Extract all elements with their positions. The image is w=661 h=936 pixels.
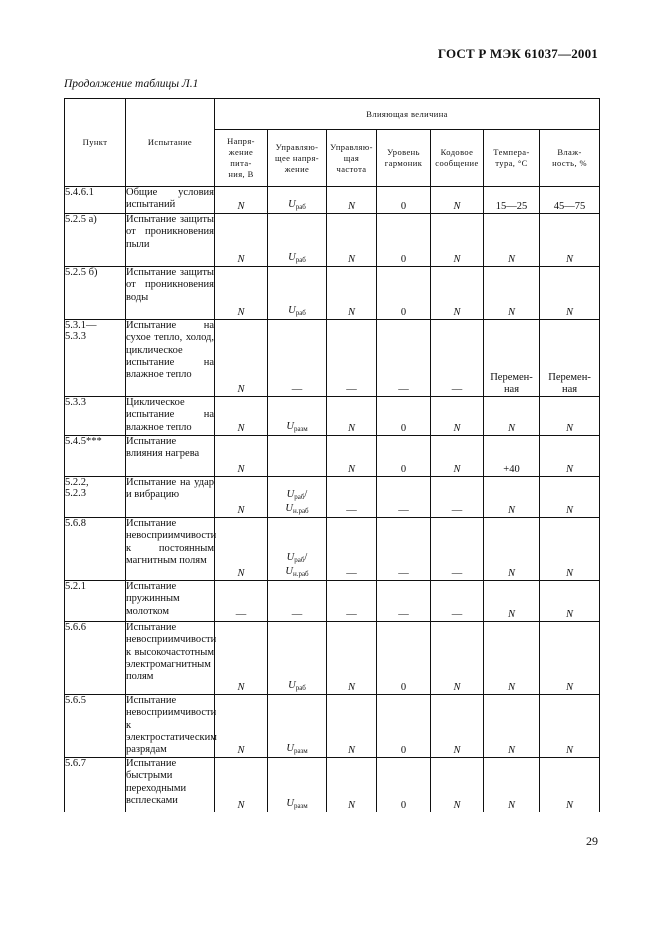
cell-value: N (327, 267, 377, 320)
cell-item-number: 5.6.7 (65, 758, 126, 812)
cell-value: N (540, 267, 600, 320)
cell-value: — (431, 518, 484, 581)
cell-test-name: Испытание пружинным молотком (126, 581, 215, 622)
cell-test-name: Испытание защиты от проникновения воды (126, 267, 215, 320)
cell-value: N (327, 758, 377, 812)
cell-item-number: 5.6.8 (65, 518, 126, 581)
cell-value: N (431, 214, 484, 267)
cell-value: 0 (377, 267, 431, 320)
cell-value: — (431, 477, 484, 518)
cell-value: N (540, 518, 600, 581)
cell-value: N (215, 320, 268, 397)
table-row (65, 622, 600, 695)
table-row (65, 397, 600, 436)
cell-value: N (327, 187, 377, 214)
table-row (65, 267, 600, 320)
cell-value: N (327, 622, 377, 695)
cell-value: — (268, 320, 327, 397)
cell-value: N (431, 397, 484, 436)
cell-value: N (215, 477, 268, 518)
cell-value: N (484, 477, 540, 518)
cell-value: N (215, 758, 268, 812)
cell-value: N (327, 695, 377, 758)
table-row (65, 187, 600, 214)
cell-test-name: Общие условия испытаний (126, 187, 215, 214)
cell-value: N (215, 518, 268, 581)
cell-value: — (377, 581, 431, 622)
cell-value: — (431, 320, 484, 397)
cell-value: N (540, 214, 600, 267)
cell-value: — (377, 518, 431, 581)
cell-value: N (540, 622, 600, 695)
table-row (65, 581, 600, 622)
cell-value: 15—25 (484, 187, 540, 214)
cell-value: N (540, 436, 600, 477)
cell-item-number: 5.4.6.1 (65, 187, 126, 214)
cell-value: N (327, 436, 377, 477)
cell-value: N (540, 397, 600, 436)
cell-value: N (215, 622, 268, 695)
cell-value: — (377, 477, 431, 518)
cell-value: N (327, 214, 377, 267)
cell-test-name: Испытание на сухое тепло, холод, циклическое испытание на влажное тепло (126, 320, 215, 397)
col-header-test: Испытание (126, 99, 215, 187)
cell-value: — (327, 320, 377, 397)
group-header-influence: Влияющая величина (215, 99, 600, 130)
cell-test-name: Испытание влияния нагрева (126, 436, 215, 477)
influence-quantities-table (64, 98, 600, 812)
table-row (65, 214, 600, 267)
cell-value: N (431, 695, 484, 758)
cell-test-name: Испытание невосприимчивости к постоянным магнитным полям (126, 518, 215, 581)
cell-value: N (215, 267, 268, 320)
cell-value: N (215, 187, 268, 214)
cell-value: Перемен- ная (484, 320, 540, 397)
cell-item-number: 5.6.6 (65, 622, 126, 695)
table-row (65, 436, 600, 477)
table-continuation-caption: Продолжение таблицы Л.1 (64, 78, 199, 90)
cell-value: $U_{раб}$ (268, 267, 327, 320)
cell-value: N (431, 758, 484, 812)
cell-value: N (484, 397, 540, 436)
cell-item-number: 5.2.1 (65, 581, 126, 622)
col-header-influence-6: Влаж- ность, % (540, 130, 600, 187)
cell-value: N (484, 695, 540, 758)
cell-value: N (540, 581, 600, 622)
cell-test-name: Циклическое испытание на влажное тепло (126, 397, 215, 436)
cell-value: N (327, 397, 377, 436)
cell-value: 0 (377, 622, 431, 695)
cell-test-name: Испытание невосприимчивости к высокочастотным электромагнитным полям (126, 622, 215, 695)
table-row (65, 518, 600, 581)
col-header-item: Пункт (65, 99, 126, 187)
cell-test-name: Испытание на удар и вибрацию (126, 477, 215, 518)
cell-value: N (431, 267, 484, 320)
table-row (65, 758, 600, 812)
col-header-influence-5: Темпера- тура, °С (484, 130, 540, 187)
cell-value: 0 (377, 397, 431, 436)
cell-value: $U_{раб}$ (268, 622, 327, 695)
cell-value: N (431, 187, 484, 214)
cell-test-name: Испытание защиты от проникновения пыли (126, 214, 215, 267)
cell-value: N (431, 436, 484, 477)
cell-value: — (377, 320, 431, 397)
col-header-influence-1: Управляю- щее напря- жение (268, 130, 327, 187)
cell-value: N (484, 758, 540, 812)
cell-value: N (484, 214, 540, 267)
cell-value: +40 (484, 436, 540, 477)
cell-item-number: 5.2.5 а) (65, 214, 126, 267)
cell-item-number: 5.2.2, 5.2.3 (65, 477, 126, 518)
cell-value: N (540, 695, 600, 758)
cell-value: — (327, 477, 377, 518)
cell-value: $U_{раб}/$ $U_{н.раб}$ (268, 477, 327, 518)
cell-value: — (431, 581, 484, 622)
cell-value: 0 (377, 436, 431, 477)
col-header-influence-3: Уровень гармоник (377, 130, 431, 187)
cell-value: N (431, 622, 484, 695)
cell-value: Перемен- ная (540, 320, 600, 397)
cell-value: N (215, 436, 268, 477)
cell-value: N (484, 581, 540, 622)
cell-item-number: 5.3.1— 5.3.3 (65, 320, 126, 397)
cell-value: $U_{раб}/$ $U_{н.раб}$ (268, 518, 327, 581)
cell-value: $U_{раб}$ (268, 214, 327, 267)
cell-test-name: Испытание невосприимчивости к электростатическим разрядам (126, 695, 215, 758)
cell-value: — (268, 581, 327, 622)
cell-value: — (215, 581, 268, 622)
table-row (65, 320, 600, 397)
cell-value: $U_{разм}$ (268, 397, 327, 436)
cell-item-number: 5.6.5 (65, 695, 126, 758)
document-code: ГОСТ Р МЭК 61037—2001 (437, 46, 598, 61)
cell-value: $U_{разм}$ (268, 758, 327, 812)
table-row (65, 477, 600, 518)
col-header-influence-4: Кодовое сообщение (431, 130, 484, 187)
cell-value: — (327, 581, 377, 622)
cell-value: N (540, 477, 600, 518)
cell-value: 0 (377, 187, 431, 214)
cell-value: N (484, 622, 540, 695)
col-header-influence-2: Управляю- щая частота (327, 130, 377, 187)
cell-value: N (484, 518, 540, 581)
cell-value: N (215, 214, 268, 267)
cell-item-number: 5.3.3 (65, 397, 126, 436)
cell-value: N (540, 758, 600, 812)
cell-value: $U_{разм}$ (268, 695, 327, 758)
cell-value: 45—75 (540, 187, 600, 214)
cell-value: 0 (377, 695, 431, 758)
cell-value: 0 (377, 758, 431, 812)
cell-value: — (327, 518, 377, 581)
page-number: 29 (586, 834, 598, 848)
cell-item-number: 5.2.5 б) (65, 267, 126, 320)
col-header-influence-0: Напря- жение пита- ния, В (215, 130, 268, 187)
cell-value (268, 436, 327, 477)
cell-value: N (215, 397, 268, 436)
cell-value: 0 (377, 214, 431, 267)
cell-value: N (484, 267, 540, 320)
cell-value: N (215, 695, 268, 758)
cell-item-number: 5.4.5*** (65, 436, 126, 477)
table-row (65, 695, 600, 758)
cell-test-name: Испытание быстрыми переходными всплесками (126, 758, 215, 812)
cell-value: $U_{раб}$ (268, 187, 327, 214)
